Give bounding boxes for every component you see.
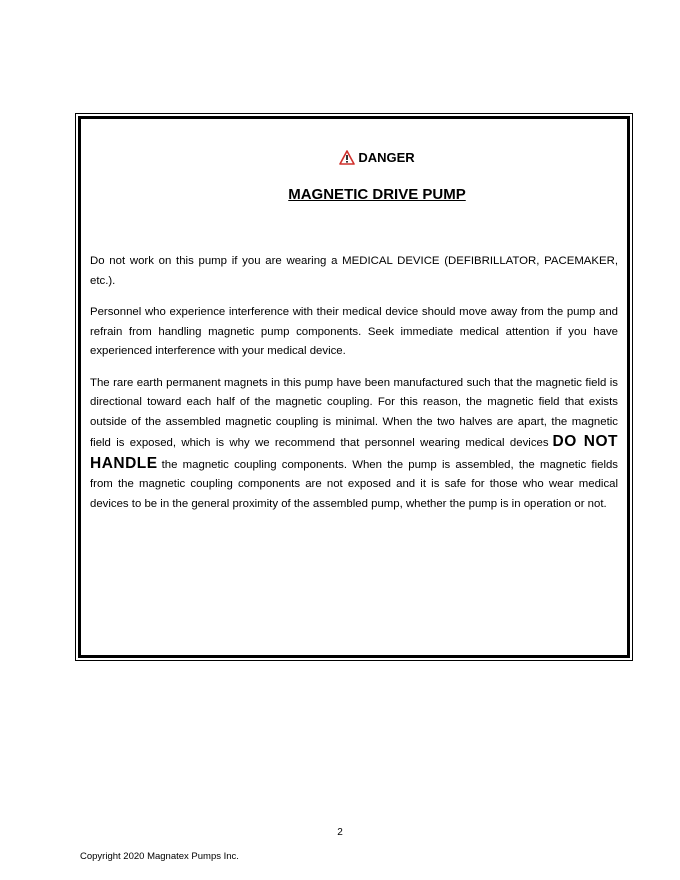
paragraph-magnets-end: the magnetic coupling components. When the pump is assembled, the magnetic fields from the magnetic coupling components are not exposed and it is safe for those who wear medical devices to be in the general proximity of the assembled pump, whether the pump is in operation or not. <box>90 458 618 510</box>
page-title: MAGNETIC DRIVE PUMP <box>288 186 466 203</box>
copyright-notice: Copyright 2020 Magnatex Pumps Inc. <box>80 851 239 862</box>
warning-body <box>90 252 618 526</box>
do-not-handle-emphasis: DO NOT HANDLE <box>90 433 618 472</box>
danger-heading <box>81 149 627 167</box>
page-number: 2 <box>337 827 343 838</box>
warning-triangle-icon <box>339 150 355 165</box>
paragraph-medical-device: Do not work on this pump if you are wearing a MEDICAL DEVICE (DEFIBRILLATOR, PACEMAKER, etc.). <box>90 255 618 287</box>
paragraph-magnets <box>90 374 618 515</box>
paragraph-interference: Personnel who experience interference with their medical device should move away from the pump and refrain from handling magnetic pump components. Seek immediate medical attention if you have experienced interference with your medical device. <box>90 306 618 357</box>
danger-warning-box <box>75 113 633 661</box>
danger-warning-box-inner <box>78 116 630 658</box>
paragraph-magnets-start: The rare earth permanent magnets in this pump have been manufactured such that the magnetic field is directional toward each half of the magnetic coupling. For this reason, the magnetic field that exists outside of the assembled magnetic coupling is minimal. When the two halves are apart, the magnetic field is exposed, which is why we recommend that personnel wearing medical devices <box>90 376 618 449</box>
danger-label: DANGER <box>358 150 415 165</box>
